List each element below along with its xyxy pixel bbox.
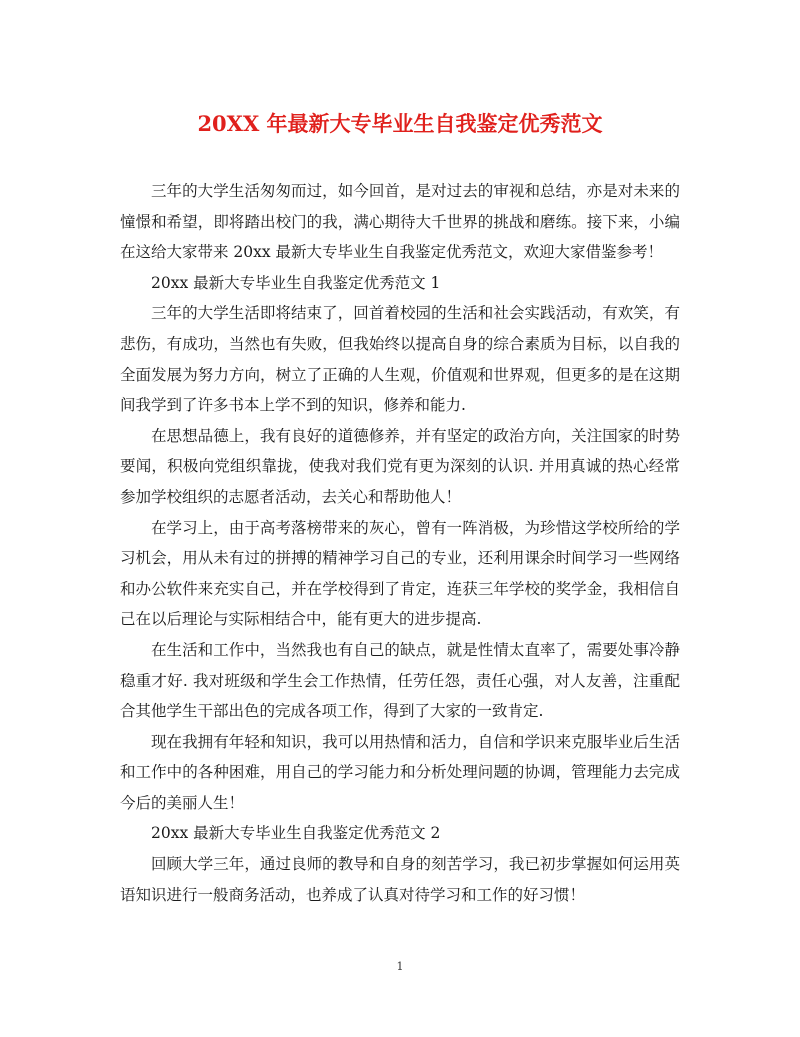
intro-paragraph: 三年的大学生活匆匆而过，如今回首，是对过去的审视和总结，亦是对未来的憧憬和希望，即将踏出校门的我，满心期待大千世界的挑战和磨练。接下来，小编在这给大家带来 20xx 最新大专毕业生自我鉴定优秀范文，欢迎大家借鉴参考！ <box>120 182 680 262</box>
body-paragraph: 回顾大学三年，通过良师的教导和自身的刻苦学习，我已初步掌握如何运用英语知识进行一般商务活动，也养成了认真对待学习和工作的好习惯！ <box>120 855 680 904</box>
page-number: 1 <box>396 960 404 973</box>
body-paragraph: 现在我拥有年轻和知识，我可以用热情和活力，自信和学识来克服毕业后生活和工作中的各种困难，用自己的学习能力和分析处理问题的协调，管理能力去完成今后的美丽人生！ <box>120 732 680 812</box>
body-paragraph: 三年的大学生活即将结束了，回首着校园的生活和社会实践活动，有欢笑，有悲伤，有成功，当然也有失败，但我始终以提高自身的综合素质为目标，以自我的全面发展为努力方向，树立了正确的人生观，价值观和世界观，但更多的是在这期间我学到了许多书本上学不到的知识，修养和能力. <box>120 304 680 415</box>
body-paragraph: 在生活和工作中，当然我也有自己的缺点，就是性情太直率了，需要处事冷静稳重才好. 我对班级和学生会工作热情，任劳任怨，责任心强，对人友善，注重配合其他学生干部出色的完成各项工作，得到了大家的一致肯定. <box>120 640 680 721</box>
body-paragraph: 在思想品德上，我有良好的道德修养，并有坚定的政治方向，关注国家的时势要闻，积极向党组织靠拢，使我对我们党有更为深刻的认识. 并用真诚的热心经常参加学校组织的志愿者活动，去关心和帮助他人！ <box>120 426 680 506</box>
section-heading-2: 20xx 最新大专毕业生自我鉴定优秀范文 2 <box>151 824 441 843</box>
section-heading-1: 20xx 最新大专毕业生自我鉴定优秀范文 1 <box>151 273 441 292</box>
document-title: 20XX 年最新大专毕业生自我鉴定优秀范文 <box>197 111 603 136</box>
body-paragraph: 在学习上，由于高考落榜带来的灰心，曾有一阵消极，为珍惜这学校所给的学习机会，用从未有过的拼搏的精神学习自己的专业，还利用课余时间学习一些网络和办公软件来充实自己，并在学校得到了肯定，连获三年学校的奖学金，我相信自己在以后理论与实际相结合中，能有更大的进步提高. <box>120 518 680 629</box>
document-body <box>120 176 680 910</box>
